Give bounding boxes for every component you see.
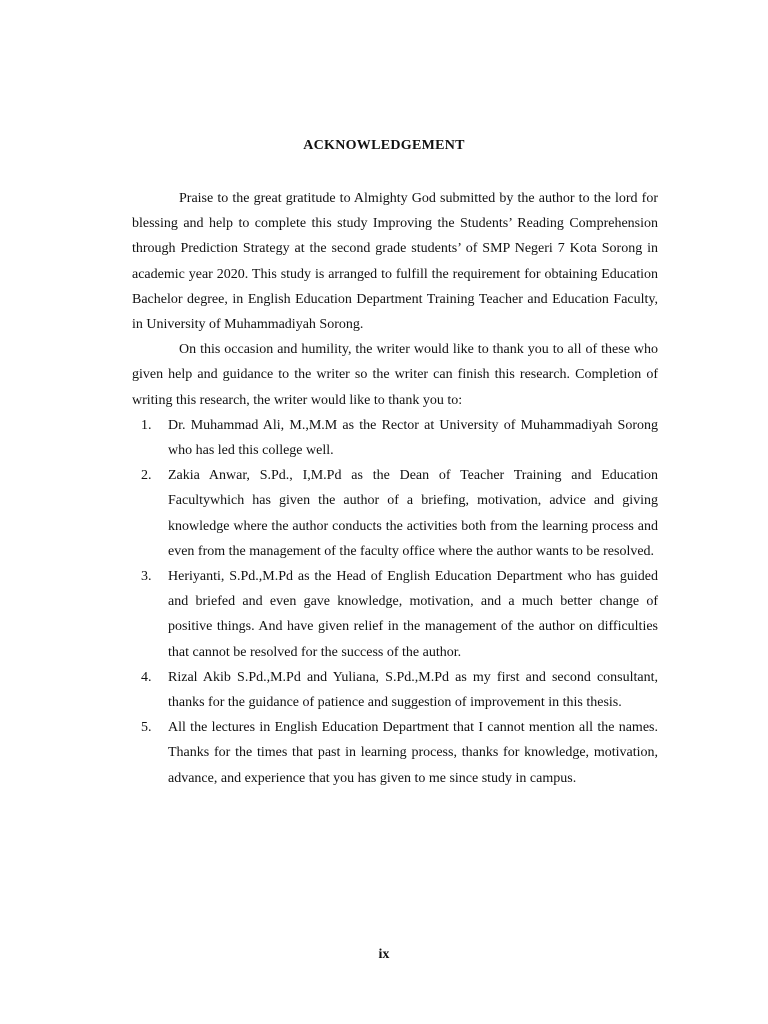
paragraph-thanks: On this occasion and humility, the writer would like to thank you to all of these who given help and guidance to the writer so the writer can finish this research. Completion of writing this research, the writer would like to thank you to: <box>132 342 658 408</box>
acknowledgement-list <box>132 413 658 791</box>
list-item <box>132 413 658 463</box>
list-item <box>132 564 658 665</box>
list-item <box>132 665 658 715</box>
list-item-text: All the lectures in English Education Department that I cannot mention all the names. Thanks for the times that past in learning process, thanks for knowledge, motivation, advance, and experience that you has given to me since study in campus. <box>168 720 658 786</box>
list-item-text: Rizal Akib S.Pd.,M.Pd and Yuliana, S.Pd.,M.Pd as my first and second consultant, thanks for the guidance of patience and suggestion of improvement in this thesis. <box>168 669 658 711</box>
list-item-number: 1. <box>141 417 152 433</box>
page-title: ACKNOWLEDGEMENT <box>303 138 465 153</box>
document-body <box>132 186 658 791</box>
list-item-text: Zakia Anwar, S.Pd., I,M.Pd as the Dean of Teacher Training and Education Facultywhich has given the author of a briefing, motivation, advice and giving knowledge where the author conducts the activities both from the learning process and even from the management of the faculty office where the author wants to be resolved. <box>168 468 658 559</box>
list-item-number: 4. <box>141 669 152 685</box>
list-item-number: 3. <box>141 569 152 585</box>
list-item-text: Heriyanti, S.Pd.,M.Pd as the Head of English Education Department who has guided and briefed and even gave knowledge, motivation, and a much better change of positive things. And have given relief in the management of the author on difficulties that cannot be resolved for the success of the author. <box>168 569 658 660</box>
list-item-number: 2. <box>141 468 152 484</box>
list-item <box>132 715 658 791</box>
paragraph-intro: Praise to the great gratitude to Almighty God submitted by the author to the lord for blessing and help to complete this study Improving the Students’ Reading Comprehension through Prediction Strategy at the second grade students’ of SMP Negeri 7 Kota Sorong in academic year 2020. This study is arranged to fulfill the requirement for obtaining Education Bachelor degree, in English Education Department Training Teacher and Education Faculty, in University of Muhammadiyah Sorong. <box>132 191 658 333</box>
list-item-number: 5. <box>141 720 152 736</box>
list-item <box>132 463 658 564</box>
page-number: ix <box>378 947 390 962</box>
list-item-text: Dr. Muhammad Ali, M.,M.M as the Rector at University of Muhammadiyah Sorong who has led this college well. <box>168 417 658 459</box>
